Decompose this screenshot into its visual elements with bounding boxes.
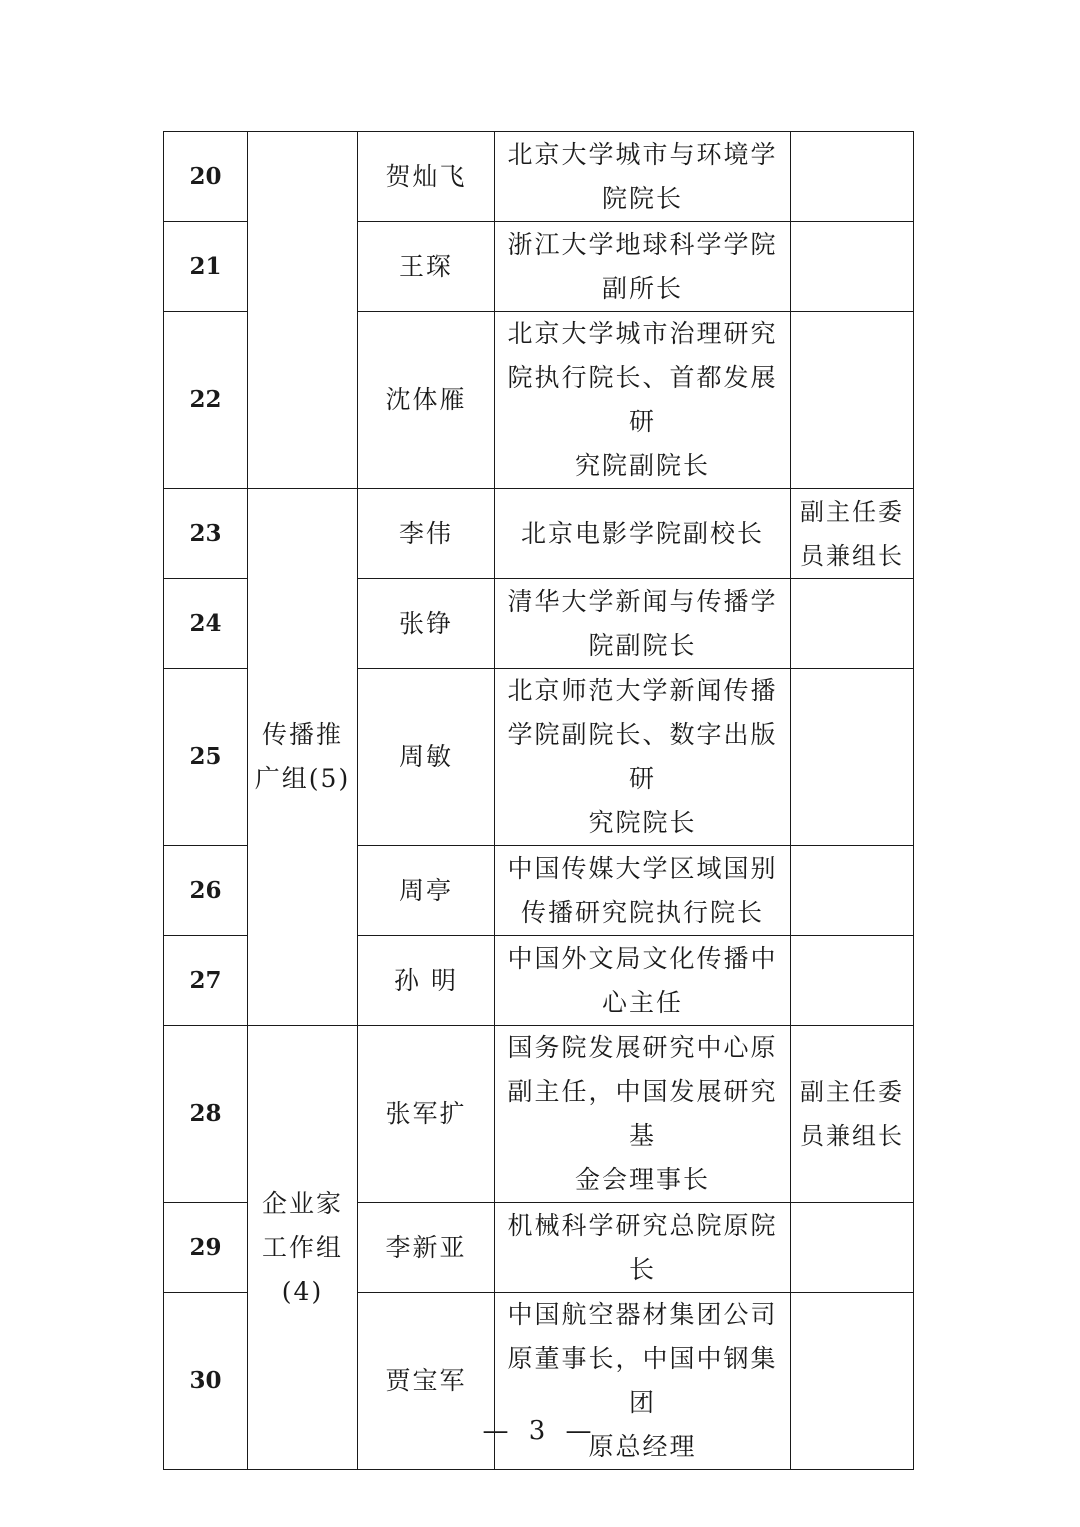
member-title: 中国外文局文化传播中 心主任 bbox=[495, 936, 791, 1026]
table-row bbox=[164, 1026, 914, 1203]
row-number: 27 bbox=[164, 936, 248, 1026]
row-number: 23 bbox=[164, 489, 248, 579]
member-role bbox=[791, 579, 914, 669]
table-row bbox=[164, 132, 914, 222]
row-number: 30 bbox=[164, 1293, 248, 1470]
member-name: 周亭 bbox=[358, 846, 495, 936]
member-name: 孙 明 bbox=[358, 936, 495, 1026]
row-number: 21 bbox=[164, 222, 248, 312]
member-name: 李新亚 bbox=[358, 1203, 495, 1293]
member-name: 张军扩 bbox=[358, 1026, 495, 1203]
member-name: 沈体雁 bbox=[358, 312, 495, 489]
member-name: 贾宝军 bbox=[358, 1293, 495, 1470]
member-title: 中国传媒大学区域国别 传播研究院执行院长 bbox=[495, 846, 791, 936]
group-cell bbox=[248, 132, 358, 489]
member-table bbox=[163, 131, 914, 1470]
table-row bbox=[164, 489, 914, 579]
page-number: — 3 — bbox=[482, 1416, 598, 1446]
member-role bbox=[791, 936, 914, 1026]
group-cell: 传播推 广组(5) bbox=[248, 489, 358, 1026]
member-name: 王琛 bbox=[358, 222, 495, 312]
member-title: 北京大学城市治理研究 院执行院长、首都发展研 究院副院长 bbox=[495, 312, 791, 489]
row-number: 25 bbox=[164, 669, 248, 846]
member-role: 副主任委 员兼组长 bbox=[791, 1026, 914, 1203]
member-title: 中国航空器材集团公司 原董事长，中国中钢集团 原总经理 bbox=[495, 1293, 791, 1470]
member-role bbox=[791, 312, 914, 489]
member-role: 副主任委 员兼组长 bbox=[791, 489, 914, 579]
row-number: 28 bbox=[164, 1026, 248, 1203]
row-number: 29 bbox=[164, 1203, 248, 1293]
group-cell: 企业家 工作组 (4) bbox=[248, 1026, 358, 1470]
member-title: 浙江大学地球科学学院 副所长 bbox=[495, 222, 791, 312]
member-title: 北京大学城市与环境学 院院长 bbox=[495, 132, 791, 222]
member-role bbox=[791, 846, 914, 936]
member-name: 周敏 bbox=[358, 669, 495, 846]
member-name: 张铮 bbox=[358, 579, 495, 669]
member-title: 北京电影学院副校长 bbox=[495, 489, 791, 579]
member-title: 北京师范大学新闻传播 学院副院长、数字出版研 究院院长 bbox=[495, 669, 791, 846]
member-role bbox=[791, 222, 914, 312]
member-role bbox=[791, 669, 914, 846]
member-role bbox=[791, 1203, 914, 1293]
member-title: 机械科学研究总院原院 长 bbox=[495, 1203, 791, 1293]
row-number: 24 bbox=[164, 579, 248, 669]
row-number: 22 bbox=[164, 312, 248, 489]
row-number: 20 bbox=[164, 132, 248, 222]
member-title: 清华大学新闻与传播学 院副院长 bbox=[495, 579, 791, 669]
member-title: 国务院发展研究中心原 副主任，中国发展研究基 金会理事长 bbox=[495, 1026, 791, 1203]
member-role bbox=[791, 132, 914, 222]
member-name: 李伟 bbox=[358, 489, 495, 579]
member-name: 贺灿飞 bbox=[358, 132, 495, 222]
row-number: 26 bbox=[164, 846, 248, 936]
